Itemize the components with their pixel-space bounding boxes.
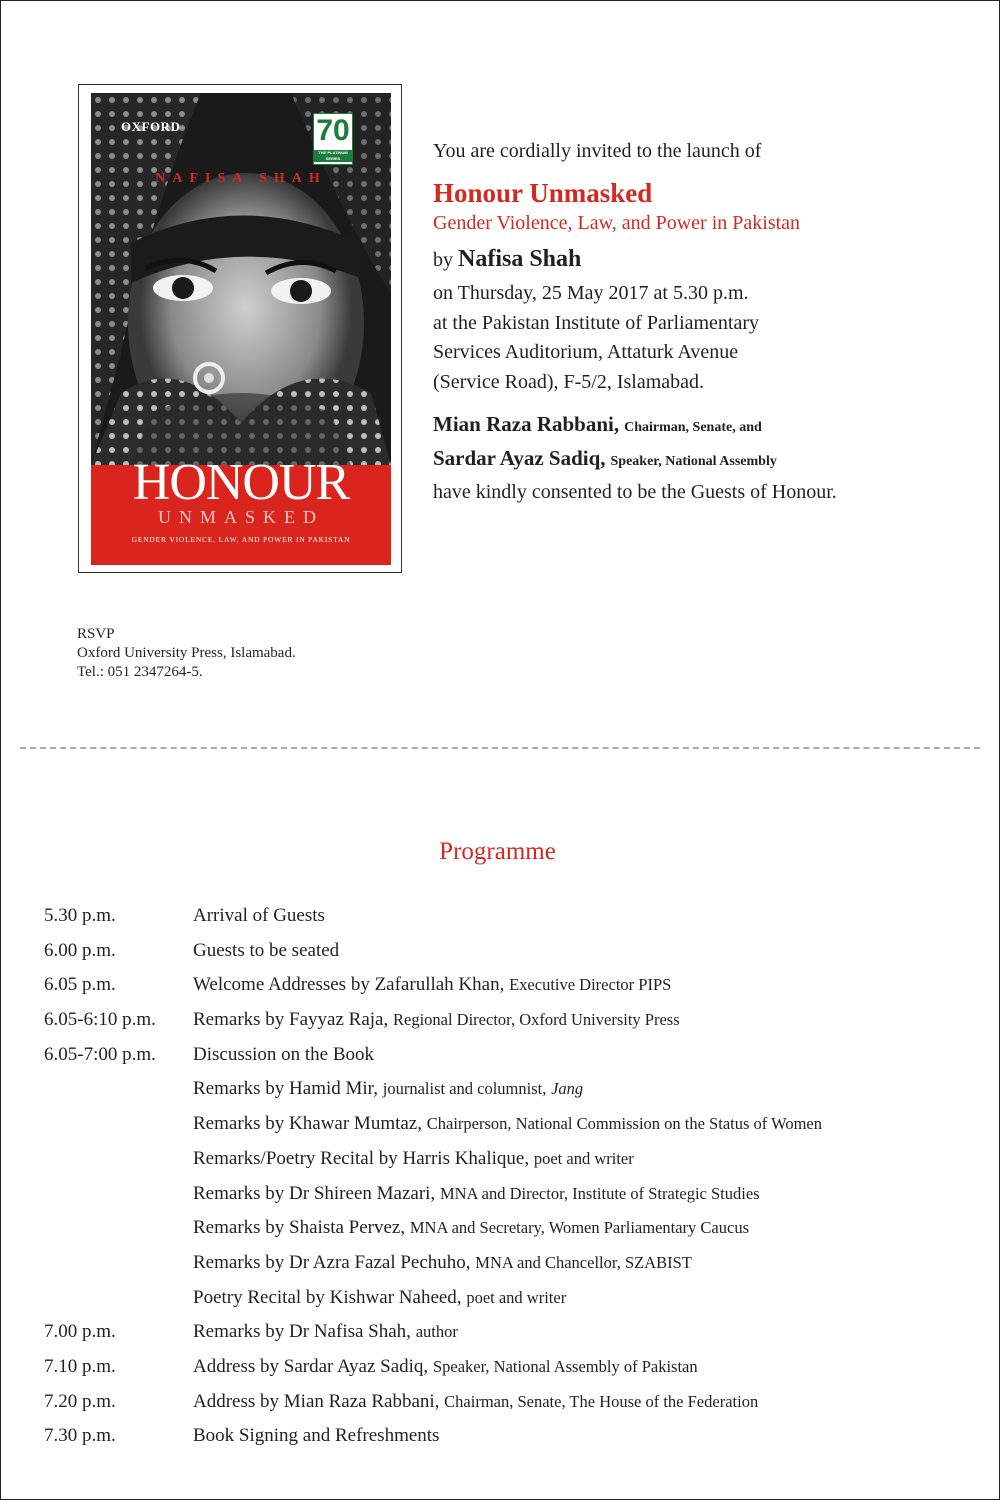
programme-event-main: Address by Mian Raza Rabbani, <box>193 1390 440 1412</box>
programme-row <box>44 1423 984 1458</box>
venue-line-3: (Service Road), F-5/2, Islamabad. <box>433 370 705 393</box>
rsvp-org: Oxford University Press, Islamabad. <box>77 645 296 661</box>
badge-number: 70 <box>316 114 350 147</box>
programme-row <box>44 1354 984 1389</box>
programme-time: 5.30 p.m. <box>44 905 116 926</box>
programme-event <box>193 938 339 964</box>
guest-2-name: Sardar Ayaz Sadiq, <box>433 446 606 470</box>
tear-off-separator <box>20 747 980 749</box>
programme-event-detail: MNA and Secretary, Women Parliamentary Caucus <box>409 1218 749 1238</box>
programme-row <box>44 1389 984 1424</box>
programme-time: 6.05 p.m. <box>44 974 116 996</box>
programme-row <box>44 1111 984 1146</box>
programme-event-main: Arrival of Guests <box>193 905 325 926</box>
programme-row <box>44 1146 984 1181</box>
programme-event <box>193 1042 374 1068</box>
programme-event-detail: MNA and Director, Institute of Strategic Studies <box>439 1183 760 1203</box>
programme-event <box>193 1319 458 1345</box>
programme-event-main: Guests to be seated <box>193 939 340 961</box>
venue-line-2: Services Auditorium, Attaturk Avenue <box>433 341 739 363</box>
programme-event <box>193 1146 634 1172</box>
programme-event <box>193 1007 680 1033</box>
by-word: by <box>433 249 453 271</box>
event-details <box>433 279 973 397</box>
book-cover <box>78 84 402 573</box>
programme-event <box>193 1389 758 1415</box>
programme-row <box>44 1007 984 1042</box>
programme-event-main: Remarks by Dr Azra Fazal Pechuho, <box>193 1251 471 1273</box>
venue-line-1: at the Pakistan Institute of Parliamentary <box>433 311 760 334</box>
guest-of-honour-1 <box>433 409 973 443</box>
programme-event-main: Remarks by Dr Nafisa Shah, <box>193 1321 411 1343</box>
programme-row <box>44 1076 984 1111</box>
programme-row <box>44 1042 984 1077</box>
programme-event-main: Discussion on the Book <box>193 1043 375 1065</box>
programme-time: 7.20 p.m. <box>44 1390 116 1412</box>
programme-event-main: Address by Sardar Ayaz Sadiq, <box>193 1355 429 1377</box>
programme-event <box>193 1215 749 1241</box>
programme-event-detail: poet and writer <box>466 1287 567 1307</box>
programme-row <box>44 1250 984 1285</box>
programme-event-main: Remarks by Dr Shireen Mazari, <box>193 1182 436 1204</box>
programme-event <box>193 1111 822 1137</box>
programme-event-main: Remarks by Hamid Mir, <box>193 1078 378 1100</box>
invitation-text <box>433 138 973 507</box>
programme-event <box>193 1354 698 1380</box>
programme-time: 7.10 p.m. <box>44 1355 116 1377</box>
programme-event-main: Remarks/Poetry Recital by Harris Khalique, <box>193 1147 530 1169</box>
programme-event <box>193 1285 566 1311</box>
programme-event-detail: author <box>415 1322 458 1342</box>
cover-publisher: OXFORD <box>121 119 181 134</box>
rsvp-label: RSVP <box>77 626 115 642</box>
programme-event-detail: poet and writer <box>533 1148 634 1168</box>
programme-event <box>193 972 671 998</box>
programme-time: 7.30 p.m. <box>44 1425 116 1447</box>
author-name: Nafisa Shah <box>458 246 582 272</box>
programme-row <box>44 903 984 938</box>
programme-time: 6.00 p.m. <box>44 939 116 961</box>
programme-event-main: Welcome Addresses by Zafarullah Khan, <box>193 974 505 996</box>
programme-row <box>44 938 984 973</box>
cover-subtitle: UNMASKED <box>157 507 324 527</box>
programme-event-main: Poetry Recital by Kishwar Naheed, <box>193 1286 462 1308</box>
platinum-series-badge-icon <box>313 113 353 165</box>
programme-list <box>44 903 984 1458</box>
programme-event-detail: Chairperson, National Commission on the Status of Women <box>426 1114 823 1134</box>
programme-event-detail: journalist and columnist, <box>382 1079 547 1099</box>
guest-1-name: Mian Raza Rabbani, <box>433 412 620 436</box>
cover-tagline: GENDER VIOLENCE, LAW, AND POWER IN PAKISTAN <box>131 535 351 544</box>
programme-event <box>193 1076 583 1102</box>
programme-title: Programme <box>439 838 556 865</box>
programme-event <box>193 1181 760 1207</box>
guest-1-role: Chairman, Senate, and <box>624 420 762 435</box>
programme-row <box>44 1285 984 1320</box>
rsvp-block <box>77 625 296 682</box>
programme-event <box>193 1423 439 1449</box>
programme-event-detail: Chairman, Senate, The House of the Federation <box>444 1391 759 1411</box>
cover-author: NAFISA SHAH <box>155 171 327 186</box>
guest-of-honour-2 <box>433 443 973 477</box>
programme-event-detail: Speaker, National Assembly of Pakistan <box>432 1356 698 1376</box>
programme-row <box>44 1215 984 1250</box>
programme-event-detail: MNA and Chancellor, SZABIST <box>475 1252 692 1272</box>
programme-event-detail: Executive Director PIPS <box>509 975 672 995</box>
book-title: Honour Unmasked <box>433 178 653 208</box>
programme-time: 7.00 p.m. <box>44 1321 116 1343</box>
programme-time: 6.05-6:10 p.m. <box>44 1009 156 1031</box>
cover-art <box>91 93 391 565</box>
programme-event <box>193 903 325 929</box>
rsvp-tel: Tel.: 051 2347264-5. <box>77 664 203 680</box>
badge-text: THE PLATINUM SERIES <box>314 150 352 162</box>
programme-row <box>44 1319 984 1354</box>
invite-intro: You are cordially invited to the launch of <box>433 140 762 162</box>
guest-2-role: Speaker, National Assembly <box>610 454 777 469</box>
guests-line: have kindly consented to be the Guests of Honour. <box>433 481 837 503</box>
cover-title: HONOUR <box>132 454 350 511</box>
programme-row <box>44 1181 984 1216</box>
programme-event-main: Remarks by Khawar Mumtaz, <box>193 1113 422 1135</box>
programme-event-publication: Jang <box>551 1079 584 1099</box>
programme-event-detail: Regional Director, Oxford University Press <box>392 1010 680 1030</box>
event-date: on Thursday, 25 May 2017 at 5.30 p.m. <box>433 282 749 304</box>
programme-row <box>44 972 984 1007</box>
programme-event-main: Remarks by Shaista Pervez, <box>193 1217 406 1239</box>
programme-time: 6.05-7:00 p.m. <box>44 1043 156 1065</box>
programme-event-main: Remarks by Fayyaz Raja, <box>193 1009 389 1031</box>
programme-event <box>193 1250 692 1276</box>
programme-event-main: Book Signing and Refreshments <box>193 1425 440 1447</box>
by-line <box>433 244 973 275</box>
book-subtitle: Gender Violence, Law, and Power in Pakistan <box>433 212 801 234</box>
